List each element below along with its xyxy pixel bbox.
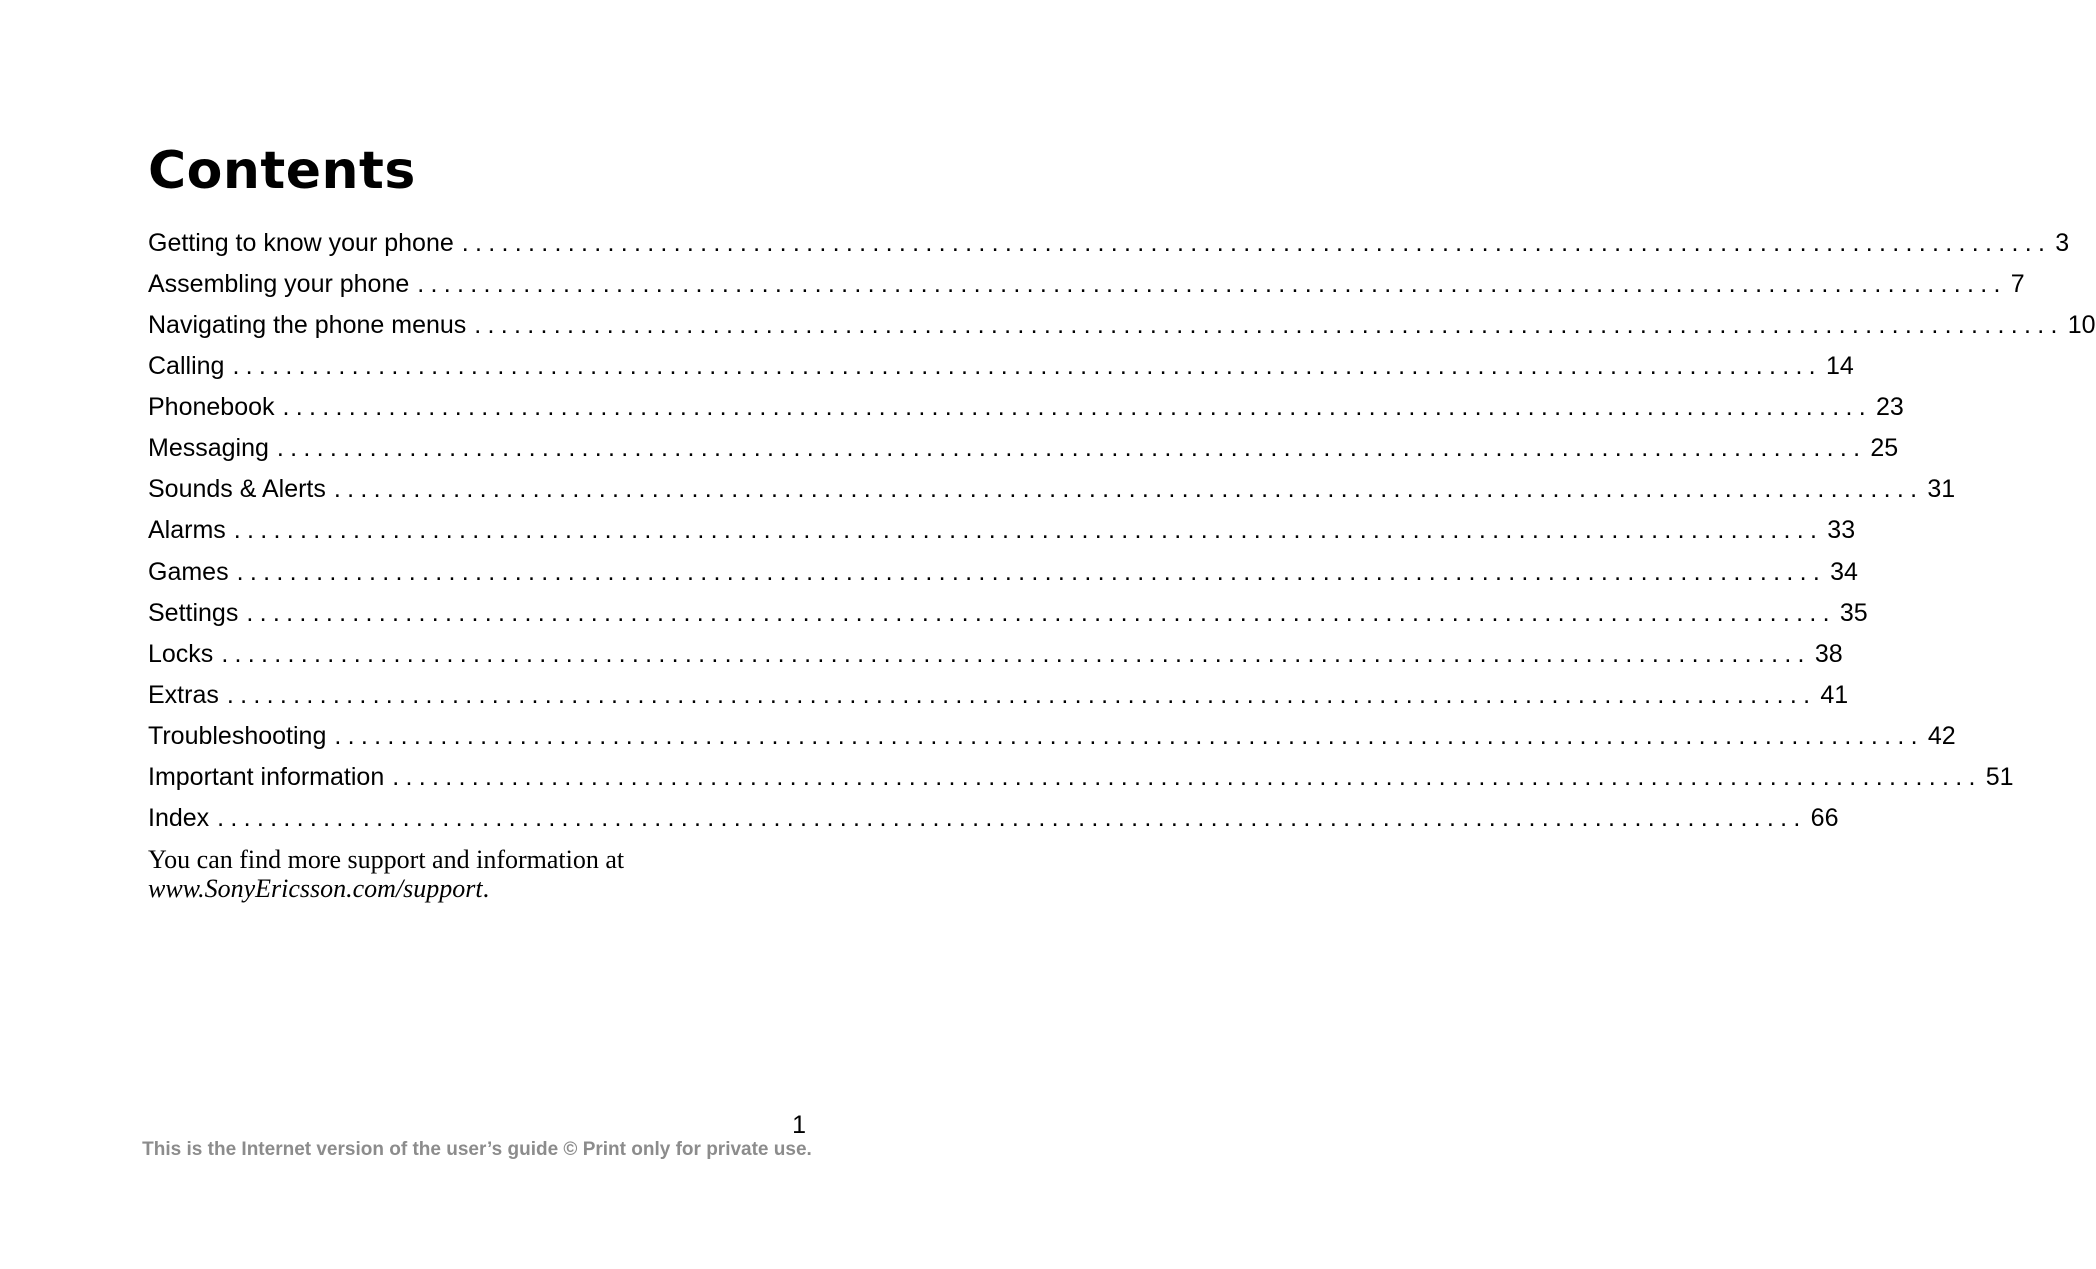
support-note bbox=[148, 845, 788, 903]
toc-entry[interactable] bbox=[148, 798, 1839, 839]
toc-entry[interactable] bbox=[148, 346, 1854, 387]
toc-entry[interactable] bbox=[148, 428, 1899, 469]
toc-dot-leader: ........................................................................................................................ bbox=[334, 721, 1924, 750]
support-period: . bbox=[482, 874, 490, 903]
toc-entry-title: Phonebook bbox=[148, 393, 275, 422]
toc-entry-title: Important information bbox=[148, 762, 385, 791]
toc-entry-page: 31 bbox=[1927, 475, 1956, 504]
toc-entry-page: 66 bbox=[1810, 803, 1839, 832]
toc-entry-page: 3 bbox=[2055, 229, 2070, 257]
toc-entry-title: Locks bbox=[148, 639, 214, 668]
toc-entry[interactable] bbox=[148, 510, 1856, 551]
toc-dot-leader: ........................................................................................................................ bbox=[282, 393, 1873, 422]
toc-entry[interactable] bbox=[148, 552, 1858, 593]
toc-entry-page: 33 bbox=[1827, 516, 1856, 545]
toc-entry-title: Settings bbox=[148, 598, 239, 627]
toc-entry-page: 7 bbox=[2010, 270, 2025, 299]
toc-entry-title: Troubleshooting bbox=[148, 721, 327, 750]
toc-entry-title: Games bbox=[148, 557, 229, 586]
toc-entry-title: Sounds & Alerts bbox=[148, 475, 326, 504]
toc-entry[interactable] bbox=[148, 264, 2025, 305]
page-title: Contents bbox=[148, 141, 416, 201]
toc-entry[interactable] bbox=[148, 223, 2070, 264]
toc-dot-leader: ........................................................................................................................ bbox=[232, 352, 1822, 381]
toc-dot-leader: ........................................................................................................................ bbox=[226, 680, 1817, 709]
toc-entry[interactable] bbox=[148, 634, 1843, 675]
footer-disclaimer: This is the Internet version of the user’s guide © Print only for private use. bbox=[142, 1139, 812, 1160]
toc-entry-title: Messaging bbox=[148, 434, 269, 463]
toc-dot-leader: ........................................................................................................................ bbox=[333, 475, 1924, 504]
toc-entry-title: Assembling your phone bbox=[148, 270, 410, 299]
toc-entry[interactable] bbox=[148, 469, 1956, 510]
toc-dot-leader: ........................................................................................................................ bbox=[474, 311, 2064, 340]
toc-dot-leader: ........................................................................................................................ bbox=[217, 803, 1807, 832]
toc-entry-page: 23 bbox=[1876, 393, 1904, 422]
toc-entry-title: Alarms bbox=[148, 516, 226, 545]
toc-entry-page: 41 bbox=[1820, 680, 1849, 709]
toc-entry-title: Getting to know your phone bbox=[148, 229, 454, 257]
toc-entry-page: 34 bbox=[1830, 557, 1858, 586]
toc-dot-leader: ........................................................................................................................ bbox=[392, 762, 1982, 791]
toc-dot-leader: ........................................................................................................................ bbox=[461, 229, 2052, 257]
table-of-contents bbox=[148, 223, 2096, 839]
toc-entry-page: 25 bbox=[1870, 434, 1899, 463]
toc-entry-page: 38 bbox=[1814, 639, 1843, 668]
toc-entry[interactable] bbox=[148, 593, 1868, 634]
toc-entry-title: Index bbox=[148, 803, 210, 832]
toc-entry[interactable] bbox=[148, 675, 1849, 716]
toc-entry-page: 51 bbox=[1985, 762, 2014, 791]
toc-entry-page: 42 bbox=[1927, 721, 1956, 750]
toc-entry[interactable] bbox=[148, 716, 1956, 757]
toc-dot-leader: ........................................................................................................................ bbox=[221, 639, 1811, 668]
toc-entry[interactable] bbox=[148, 305, 2096, 346]
support-link[interactable]: www.SonyEricsson.com/support bbox=[148, 874, 483, 903]
toc-dot-leader: ........................................................................................................................ bbox=[276, 434, 1867, 463]
toc-entry-page: 14 bbox=[1825, 352, 1854, 381]
support-text: You can find more support and information at bbox=[148, 845, 625, 874]
toc-entry-title: Navigating the phone menus bbox=[148, 311, 467, 340]
toc-entry-page: 35 bbox=[1839, 598, 1868, 627]
toc-dot-leader: ........................................................................................................................ bbox=[233, 516, 1824, 545]
toc-dot-leader: ........................................................................................................................ bbox=[417, 270, 2007, 299]
toc-entry-title: Calling bbox=[148, 352, 225, 381]
toc-entry-page: 10 bbox=[2067, 311, 2096, 340]
toc-dot-leader: ........................................................................................................................ bbox=[246, 598, 1836, 627]
page-number: 1 bbox=[792, 1111, 806, 1139]
toc-entry[interactable] bbox=[148, 757, 2014, 798]
toc-entry[interactable] bbox=[148, 387, 1904, 428]
toc-dot-leader: ........................................................................................................................ bbox=[236, 557, 1827, 586]
toc-entry-title: Extras bbox=[148, 680, 219, 709]
